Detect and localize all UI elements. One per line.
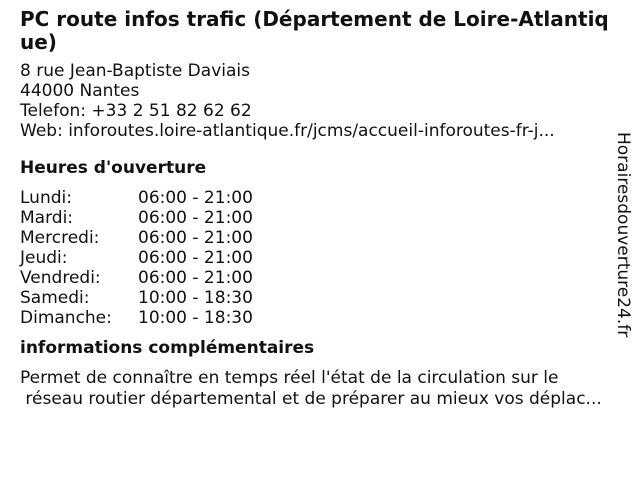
hours-row-saturday [20,288,610,308]
time-range: 06:00 - 21:00 [138,268,253,288]
place-title: PC route infos trafic (Département de Loire-Atlantique) [20,7,609,54]
hours-row-tuesday [20,208,610,228]
time-range: 06:00 - 21:00 [138,228,253,248]
day-label: Samedi: [20,288,90,308]
hours-row-friday [20,268,610,288]
hours-row-sunday [20,308,610,328]
place-card [20,8,610,410]
additional-info-heading: informations complémentaires [20,338,315,358]
hours-row-monday [20,188,610,208]
hours-row-wednesday [20,228,610,248]
day-label: Dimanche: [20,308,112,328]
day-label: Mercredi: [20,228,100,248]
time-range: 06:00 - 21:00 [138,208,253,228]
time-range: 10:00 - 18:30 [138,288,253,308]
contact-block [20,61,610,141]
street-address: 8 rue Jean-Baptiste Daviais [20,61,250,81]
additional-info-text [20,368,620,410]
day-label: Vendredi: [20,268,101,288]
postal-city: 44000 Nantes [20,81,140,101]
day-label: Mardi: [20,208,74,228]
day-label: Jeudi: [20,248,68,268]
site-watermark: Horairesdouverture24.fr [613,132,633,338]
hours-row-thursday [20,248,610,268]
day-label: Lundi: [20,188,72,208]
time-range: 06:00 - 21:00 [138,188,253,208]
time-range: 10:00 - 18:30 [138,308,253,328]
time-range: 06:00 - 21:00 [138,248,253,268]
website-link[interactable]: Web: inforoutes.loire-atlantique.fr/jcms/accueil-inforoutes-fr-j... [20,121,555,141]
description-line: réseau routier départemental et de préparer au mieux vos déplac... [20,389,602,409]
opening-hours-table [20,188,610,328]
phone-number[interactable]: Telefon: +33 2 51 82 62 62 [20,101,252,121]
opening-hours-heading: Heures d'ouverture [20,158,207,178]
description-line: Permet de connaître en temps réel l'état de la circulation sur le [20,368,559,388]
